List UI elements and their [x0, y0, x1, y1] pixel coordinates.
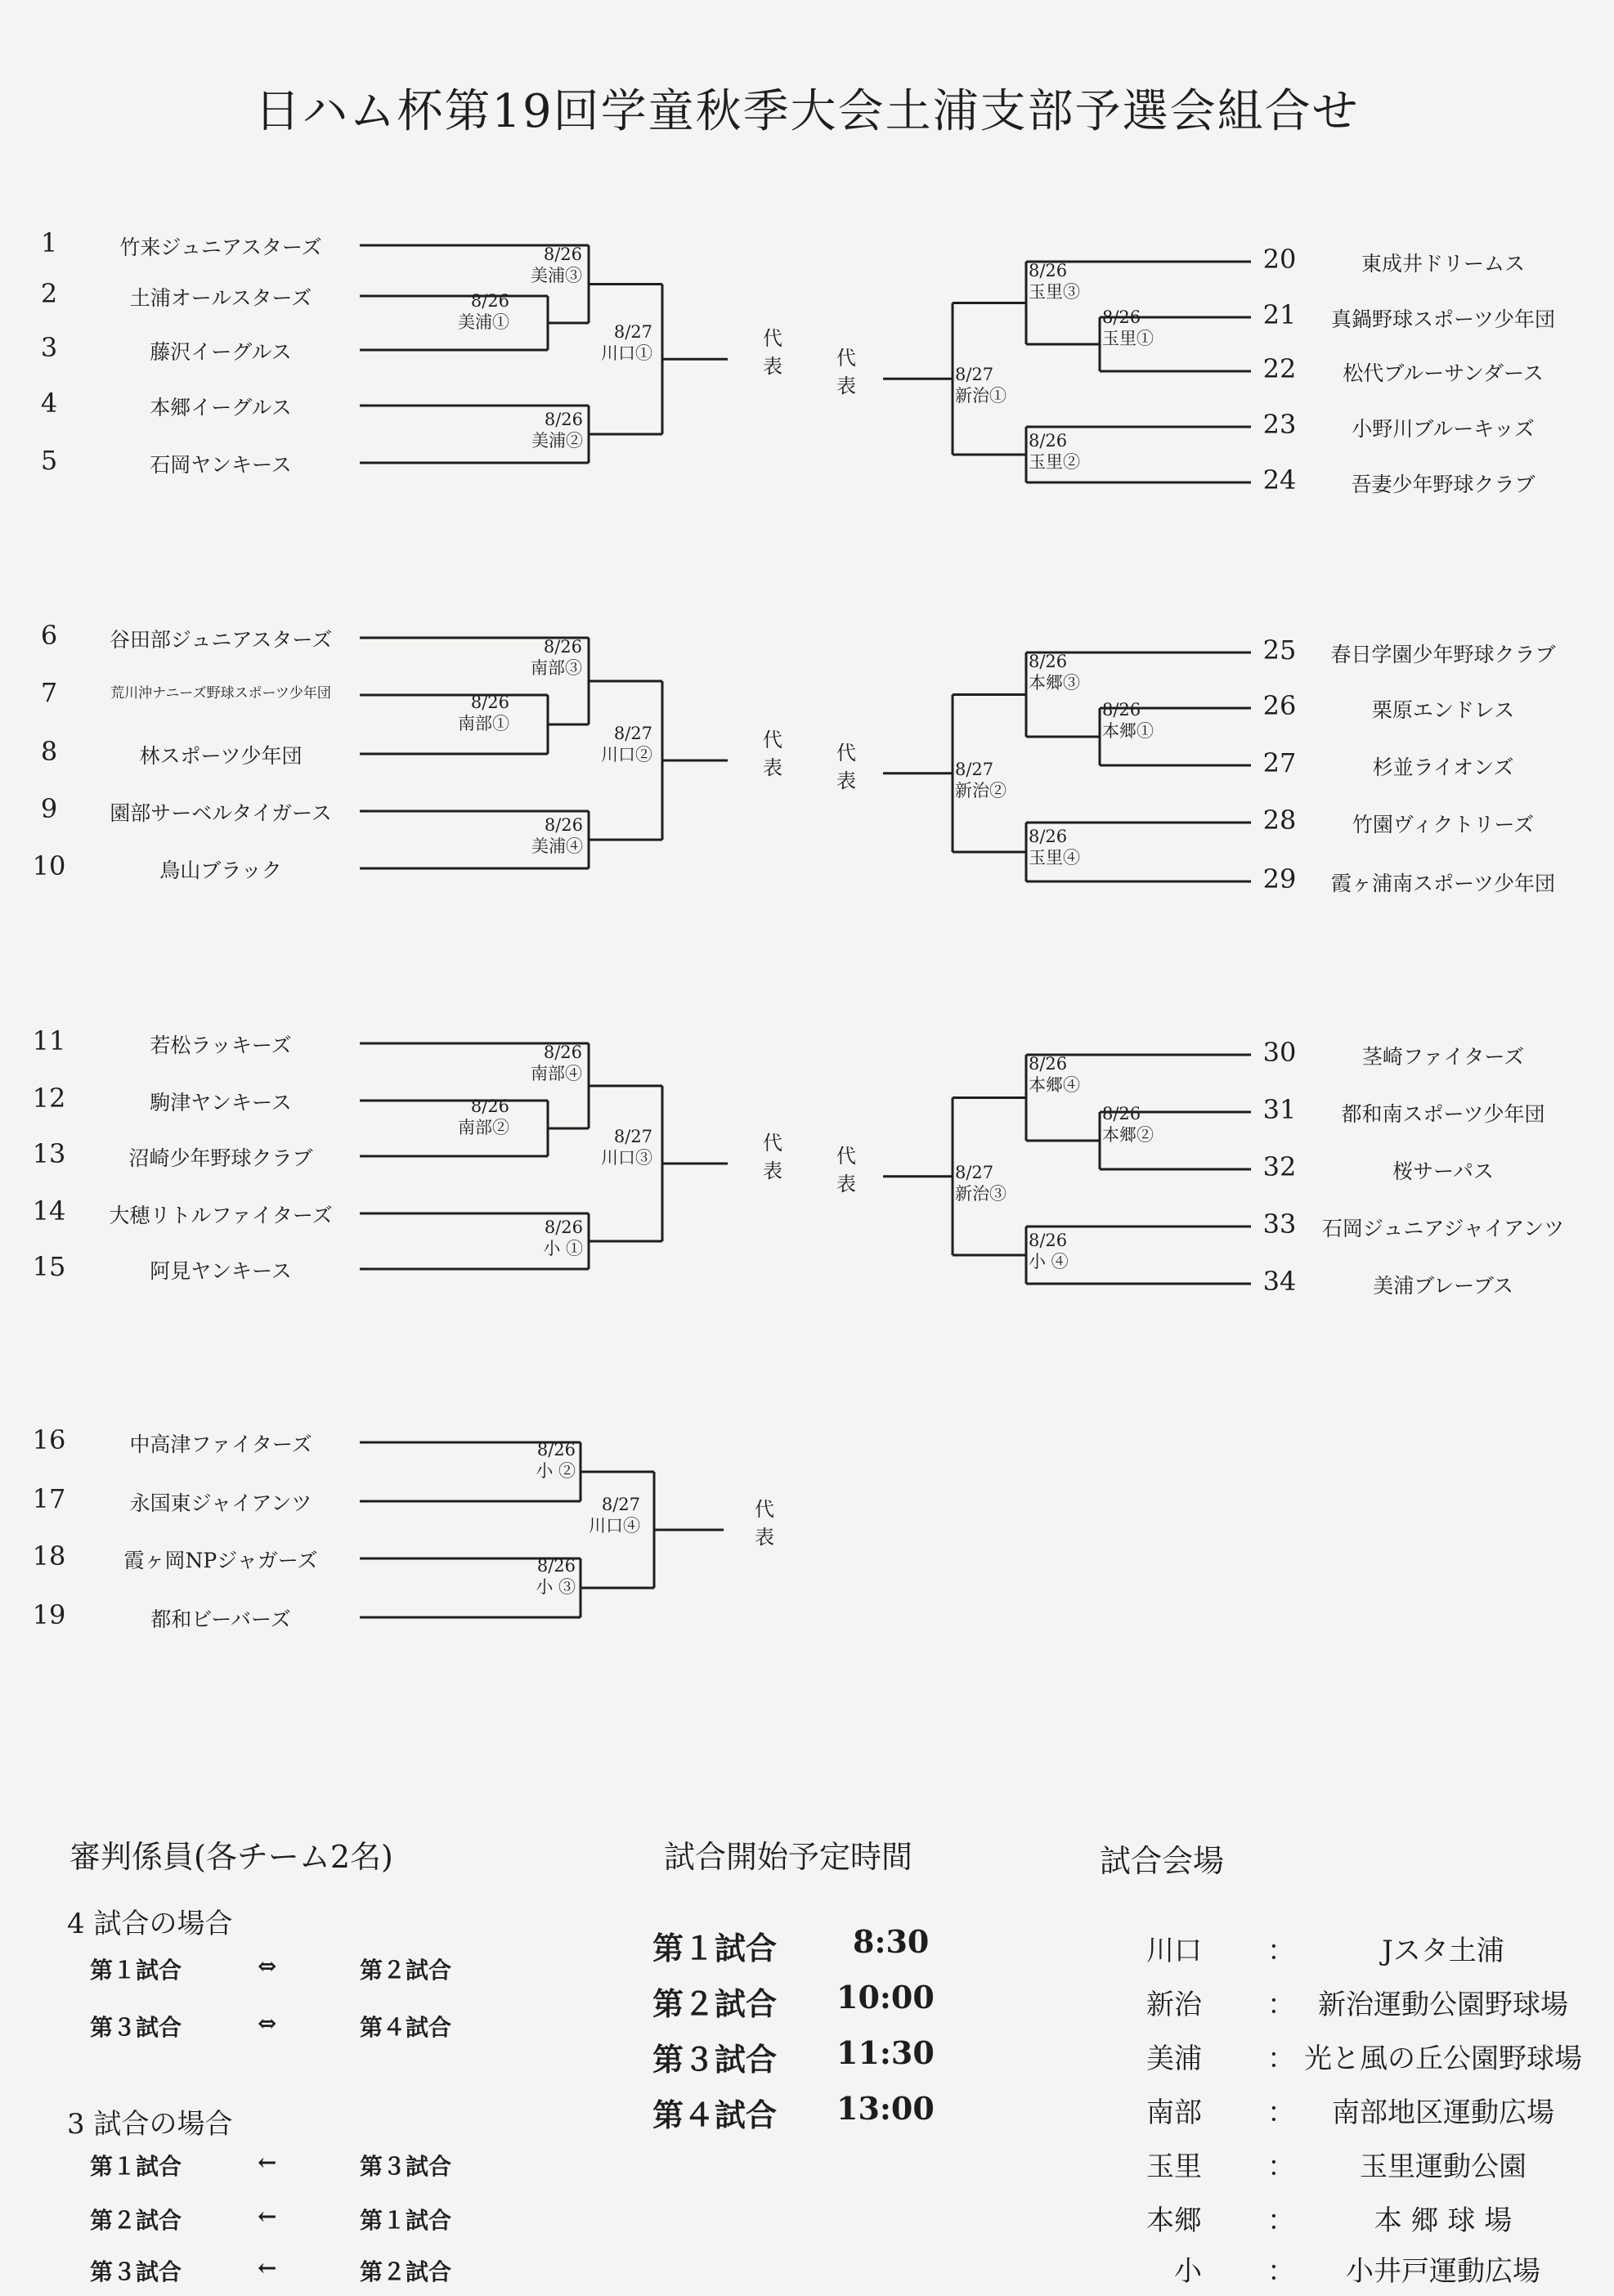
team-number: 8	[40, 736, 58, 767]
team-name: 霞ヶ岡NPジャガーズ	[123, 1549, 318, 1572]
umpire-four-title: 4 試合の場合	[67, 1908, 233, 1940]
venue-sep: ：	[1267, 2255, 1295, 2288]
game-label: 8/26 本郷②	[1102, 1104, 1154, 1145]
team-name: 園部サーベルタイガース	[110, 801, 332, 825]
team-number: 11	[32, 1025, 66, 1056]
venues-title: 試合会場	[1100, 1843, 1225, 1879]
venue-key: 本郷	[1146, 2204, 1202, 2237]
team-name: 永国東ジャイアンツ	[129, 1491, 312, 1515]
team-name: 土浦オールスターズ	[129, 286, 312, 310]
team-name: 茎崎ファイターズ	[1361, 1045, 1525, 1069]
game-label: 8/26 小 ④	[1029, 1231, 1069, 1271]
team-number: 23	[1262, 409, 1297, 440]
team-name: 石岡ヤンキース	[150, 453, 292, 477]
team-number: 10	[32, 850, 66, 881]
game-label: 8/26 南部①	[458, 693, 509, 733]
team-number: 31	[1262, 1094, 1297, 1125]
representative-label: 表	[763, 756, 782, 779]
game-label: 8/26 南部②	[458, 1096, 509, 1137]
schedule-row: 第１試合 8:30	[652, 1923, 930, 1966]
team-number: 18	[32, 1540, 66, 1572]
game-label: 8/27 川口③	[601, 1127, 652, 1168]
game-label: 8/26 玉里④	[1029, 827, 1080, 868]
team-name: 桜サーパス	[1392, 1159, 1494, 1183]
game-label: 8/26 小 ②	[536, 1440, 576, 1481]
game-label: 8/26 本郷③	[1029, 652, 1080, 693]
team-number: 29	[1262, 863, 1297, 895]
team-number: 26	[1262, 690, 1297, 721]
team-name: 本郷イーグルス	[150, 396, 292, 419]
team-number: 15	[32, 1251, 66, 1282]
game-label: 8/26 南部④	[531, 1043, 582, 1083]
venue-sep: ：	[1267, 2150, 1295, 2183]
game-label: 8/26 美浦④	[531, 815, 583, 856]
venue-key: 美浦	[1146, 2043, 1202, 2075]
team-name: 杉並ライオンズ	[1372, 756, 1514, 779]
venue-key: 小	[1174, 2255, 1202, 2288]
team-name: 荒川沖ナニーズ野球スポーツ少年団	[110, 685, 331, 702]
team-number: 34	[1262, 1266, 1297, 1297]
game-label: 8/26 美浦③	[531, 244, 582, 285]
representative-label: 代	[836, 741, 856, 765]
team-name: 小野川ブルーキッズ	[1352, 417, 1535, 441]
game-label: 8/26 美浦②	[531, 410, 583, 451]
umpire-title: 審判係員(各チーム2名)	[69, 1839, 393, 1875]
venue-sep: ：	[1267, 2096, 1295, 2129]
game-label: 8/26 玉里②	[1029, 431, 1080, 472]
team-number: 7	[40, 677, 58, 708]
team-number: 4	[40, 388, 58, 419]
game-label: 8/27 新治①	[955, 365, 1007, 406]
team-number: 2	[40, 278, 58, 309]
game-label: 8/26 本郷①	[1102, 700, 1154, 741]
venue-sep: ：	[1267, 1989, 1295, 2021]
game-label: 8/27 川口②	[601, 724, 652, 765]
representative-label: 表	[763, 1159, 782, 1182]
team-name: 吾妻少年野球クラブ	[1351, 473, 1536, 496]
venue-place: Jスタ土浦	[1382, 1935, 1504, 1967]
team-name: 都和南スポーツ少年団	[1341, 1102, 1545, 1126]
representative-label: 代	[755, 1498, 774, 1521]
team-number: 33	[1262, 1209, 1297, 1240]
game-label: 8/26 玉里③	[1029, 261, 1080, 302]
representative-label: 表	[836, 374, 856, 398]
venue-place: 玉里運動公園	[1360, 2150, 1527, 2183]
team-number: 6	[40, 620, 58, 651]
venue-sep: ：	[1267, 2043, 1295, 2075]
team-name: 東成井ドリームス	[1361, 252, 1525, 276]
team-number: 28	[1262, 805, 1297, 836]
team-number: 20	[1262, 244, 1297, 275]
page-title: 日ハム杯第19回学童秋季大会土浦支部予選会組合せ	[254, 85, 1360, 138]
team-name: 鳥山ブラック	[159, 859, 282, 882]
team-name: 石岡ジュニアジャイアンツ	[1321, 1217, 1565, 1240]
team-name: 春日学園少年野球クラブ	[1330, 643, 1556, 666]
schedule-row: 第２試合 10:00	[652, 1979, 935, 2022]
team-name: 大穂リトルファイターズ	[109, 1204, 333, 1227]
representative-label: 代	[836, 1144, 856, 1168]
team-name: 中高津ファイターズ	[129, 1433, 312, 1456]
venue-sep: ：	[1267, 1935, 1295, 1967]
game-label: 8/26 小 ①	[543, 1218, 583, 1258]
team-number: 24	[1262, 464, 1297, 496]
team-name: 藤沢イーグルス	[150, 340, 292, 364]
game-label: 8/27 新治②	[955, 759, 1007, 800]
game-label: 8/27 川口①	[601, 322, 652, 364]
team-name: 林スポーツ少年団	[139, 744, 303, 768]
representative-label: 代	[763, 327, 782, 351]
game-label: 8/26 玉里①	[1102, 307, 1154, 348]
representative-label: 表	[836, 1172, 856, 1195]
venue-key: 南部	[1146, 2096, 1202, 2129]
team-number: 5	[40, 445, 58, 476]
team-name: 若松ラッキーズ	[150, 1034, 292, 1057]
team-number: 9	[40, 793, 58, 824]
team-number: 25	[1262, 635, 1297, 666]
representative-label: 表	[763, 355, 782, 379]
venue-place: 光と風の丘公園野球場	[1304, 2043, 1582, 2075]
venue-place: 小井戸運動広場	[1346, 2255, 1540, 2288]
representative-label: 表	[755, 1526, 774, 1549]
team-number: 27	[1262, 747, 1297, 778]
representative-label: 代	[763, 1132, 782, 1155]
venue-place: 新治運動公園野球場	[1318, 1989, 1568, 2021]
team-number: 30	[1262, 1037, 1297, 1068]
team-number: 16	[32, 1424, 66, 1455]
venue-place: 南部地区運動広場	[1332, 2096, 1554, 2129]
team-name: 沼崎少年野球クラブ	[128, 1146, 313, 1170]
team-number: 14	[32, 1195, 66, 1226]
team-number: 32	[1262, 1151, 1297, 1182]
venue-key: 川口	[1146, 1935, 1202, 1967]
team-name: 竹園ヴィクトリーズ	[1352, 813, 1535, 836]
game-label: 8/27 川口④	[589, 1495, 640, 1536]
team-name: 竹来ジュニアスターズ	[119, 235, 322, 259]
team-name: 阿見ヤンキース	[150, 1259, 292, 1283]
team-name: 谷田部ジュニアスターズ	[109, 628, 333, 652]
game-label: 8/26 本郷④	[1029, 1054, 1080, 1095]
team-number: 12	[32, 1083, 66, 1114]
team-name: 駒津ヤンキース	[150, 1091, 292, 1114]
team-name: 霞ヶ浦南スポーツ少年団	[1330, 872, 1555, 895]
venue-sep: ：	[1267, 2204, 1295, 2237]
team-name: 松代ブルーサンダース	[1343, 361, 1544, 385]
team-name: 都和ビーバーズ	[150, 1608, 291, 1631]
schedule-row: 第４試合 13:00	[652, 2090, 935, 2133]
venue-key: 玉里	[1146, 2150, 1202, 2183]
team-number: 19	[32, 1599, 66, 1630]
team-name: 真鍋野球スポーツ少年団	[1330, 307, 1555, 331]
schedule-row: 第３試合 11:30	[652, 2034, 935, 2078]
representative-label: 表	[836, 769, 856, 792]
team-number: 21	[1262, 299, 1297, 330]
venue-key: 新治	[1146, 1989, 1202, 2021]
team-name: 栗原エンドレス	[1371, 698, 1515, 722]
game-label: 8/26 小 ③	[536, 1556, 576, 1597]
representative-label: 代	[763, 729, 782, 751]
game-label: 8/26 美浦①	[458, 291, 509, 332]
game-label: 8/26 南部③	[531, 637, 582, 678]
team-name: 美浦ブレーブス	[1373, 1274, 1513, 1298]
game-label: 8/27 新治③	[955, 1162, 1007, 1204]
team-number: 17	[32, 1483, 66, 1514]
venue-place: 本 郷 球 場	[1374, 2204, 1513, 2237]
representative-label: 代	[836, 347, 856, 370]
team-number: 13	[32, 1138, 66, 1169]
schedule-title: 試合開始予定時間	[664, 1839, 913, 1875]
team-number: 1	[40, 227, 58, 258]
umpire-three-title: 3 試合の場合	[67, 2108, 233, 2141]
team-number: 22	[1262, 353, 1297, 384]
team-number: 3	[40, 332, 58, 363]
